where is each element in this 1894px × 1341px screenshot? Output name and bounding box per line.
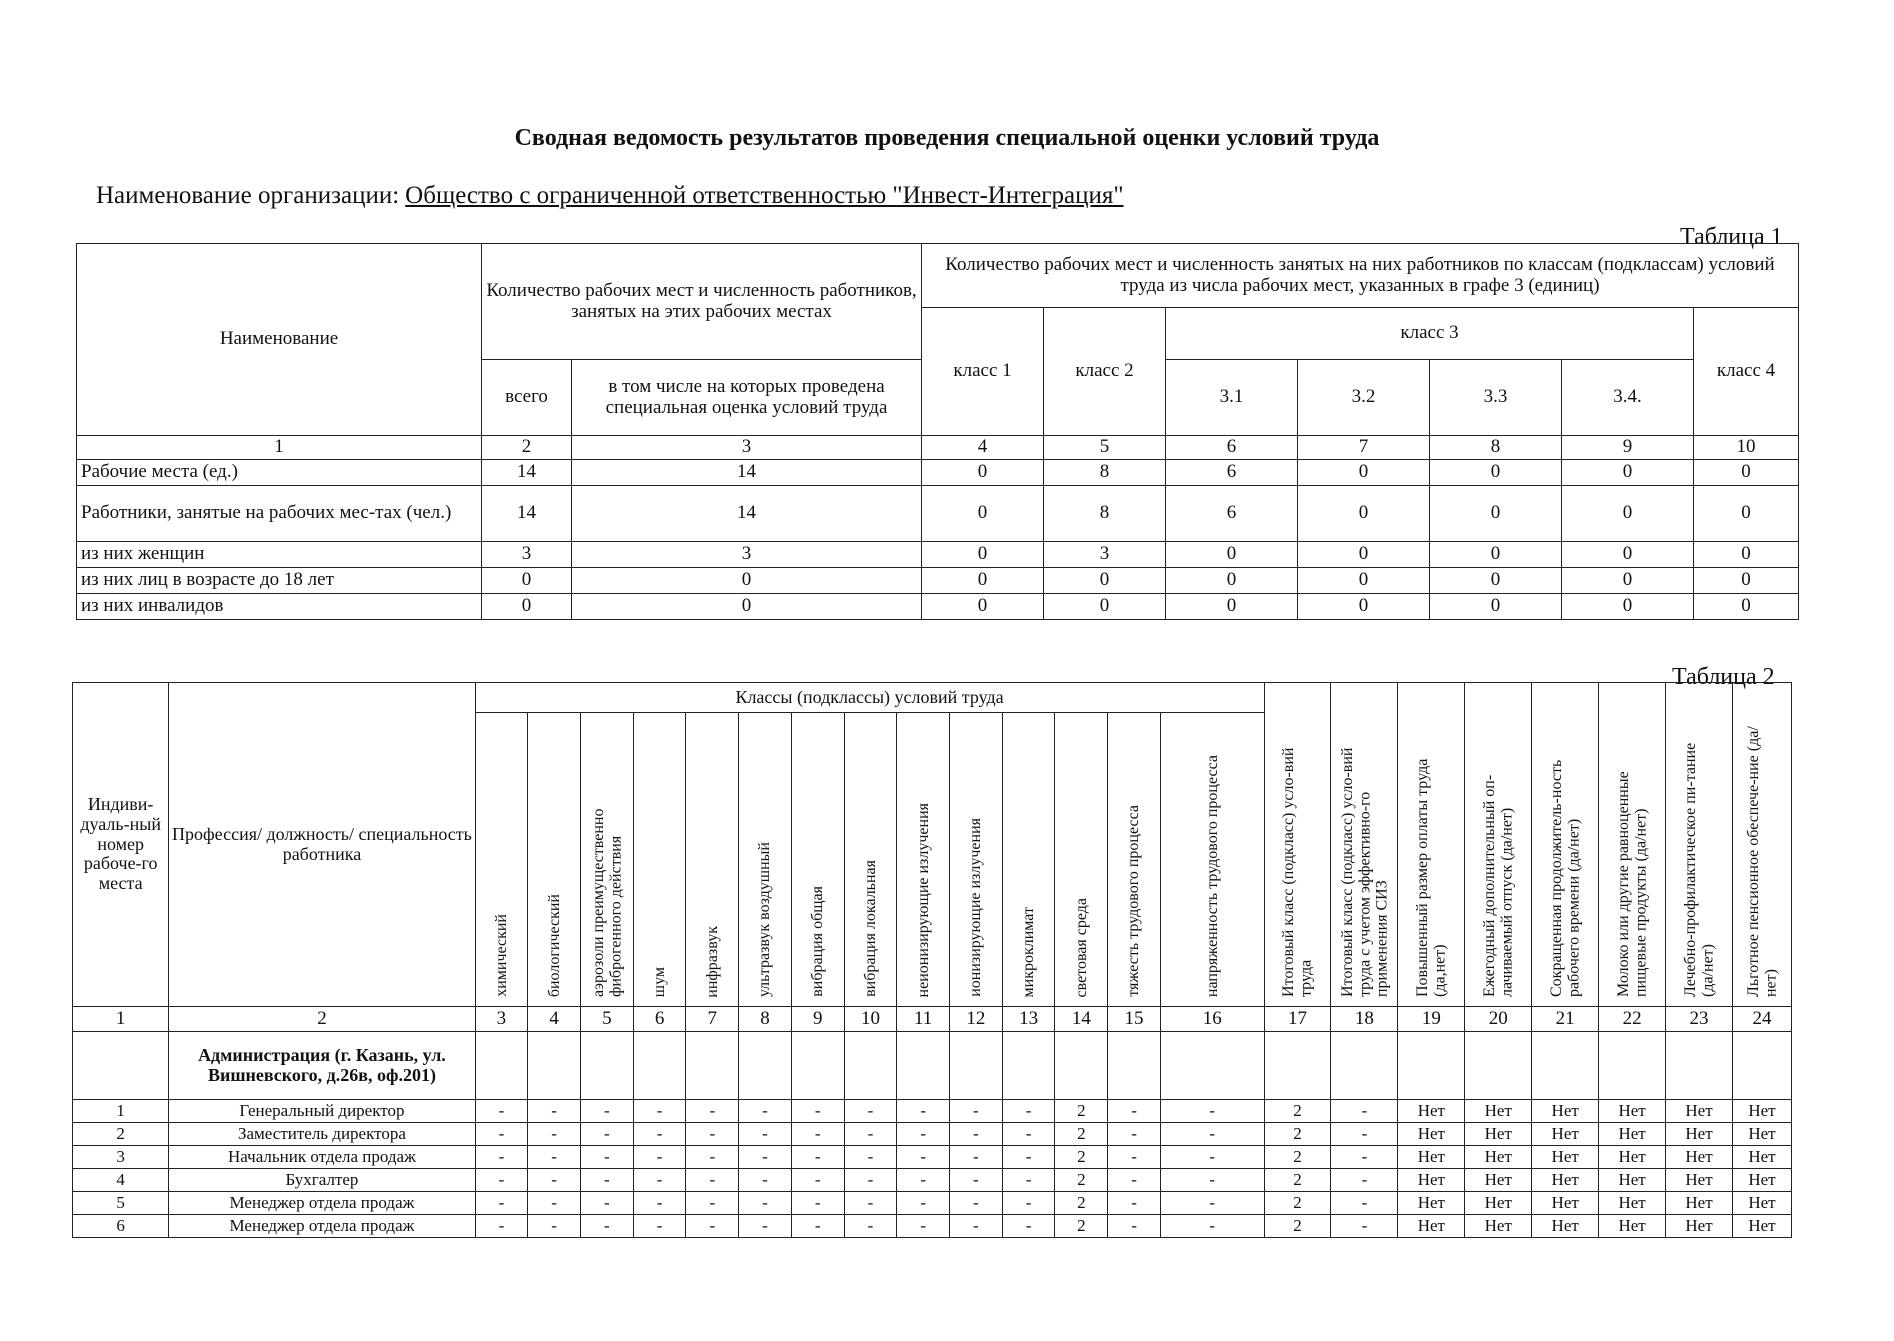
t1-cell: 0: [1562, 460, 1694, 486]
t1-row-women: [77, 542, 1799, 568]
t2-cell: Нет: [1532, 1123, 1599, 1146]
t1-cell: 0: [1562, 542, 1694, 568]
t1-cell: 14: [572, 460, 922, 486]
t2-cell: Нет: [1532, 1100, 1599, 1123]
t2-cell: -: [528, 1192, 581, 1215]
t2-header-profession: Профессия/ должность/ специальность работника: [169, 683, 475, 1007]
t2-cell: 2: [1055, 1100, 1108, 1123]
t2-header-col19: Повышенный размер оплаты труда (да,нет): [1398, 683, 1465, 1007]
t2-cell: Нет: [1398, 1146, 1465, 1169]
t2-header-col9: вибрация общая: [791, 713, 844, 1007]
t2-col-number: 10: [844, 1007, 897, 1032]
t2-header-col8: ультразвук воздушный: [739, 713, 792, 1007]
t2-cell: -: [581, 1146, 634, 1169]
t2-cell: -: [633, 1215, 686, 1238]
t1-cell: 0: [572, 594, 922, 620]
t1-cell: 0: [1430, 486, 1562, 542]
t2-col-number: 9: [791, 1007, 844, 1032]
t1-cell: 3: [1044, 542, 1166, 568]
t2-row-id: 3: [73, 1146, 169, 1169]
t2-cell: 2: [1055, 1169, 1108, 1192]
t2-cell: Нет: [1532, 1146, 1599, 1169]
t1-col-number: 9: [1562, 436, 1694, 460]
t1-cell: 0: [1166, 594, 1298, 620]
t2-cell: Нет: [1732, 1146, 1791, 1169]
t2-header-col3: химический: [475, 713, 528, 1007]
t2-cell: Нет: [1666, 1215, 1733, 1238]
summary-table: [76, 243, 1799, 620]
t1-cell: 14: [482, 460, 572, 486]
t2-cell: -: [1160, 1100, 1264, 1123]
t2-cell: -: [1160, 1215, 1264, 1238]
t2-cell: Нет: [1732, 1192, 1791, 1215]
t2-header-ind-number: Индиви-дуаль-ный номер рабоче-го места: [73, 683, 169, 1007]
t2-section-title: Администрация (г. Казань, ул. Вишневского, д.26в, оф.201): [169, 1032, 475, 1100]
t2-cell: 2: [1055, 1123, 1108, 1146]
t1-col-number: 1: [77, 436, 482, 460]
t2-cell: -: [475, 1146, 528, 1169]
t2-header-classes-group: Классы (подклассы) условий труда: [475, 683, 1264, 713]
t2-col-number: 6: [633, 1007, 686, 1032]
t1-header-class3: класс 3: [1166, 308, 1694, 360]
organization-label: Наименование организации:: [96, 182, 400, 209]
table1-caption: Таблица 1: [1680, 224, 1783, 250]
t2-header-col12: ионизирующие излучения: [950, 713, 1003, 1007]
t2-cell: -: [1108, 1169, 1161, 1192]
t2-row-profession: Генеральный директор: [169, 1100, 475, 1123]
t2-cell: Нет: [1732, 1169, 1791, 1192]
t2-cell: -: [686, 1123, 739, 1146]
t2-row-id: 4: [73, 1169, 169, 1192]
t2-col-number: 16: [1160, 1007, 1264, 1032]
t1-header-sub31: 3.1: [1166, 360, 1298, 436]
t2-cell: -: [844, 1215, 897, 1238]
t2-cell: -: [950, 1123, 1003, 1146]
t2-header-col16: напряженность трудового процесса: [1160, 713, 1264, 1007]
t1-header-assessed: в том числе на которых проведена специальная оценка условий труда: [572, 360, 922, 436]
t2-cell: Нет: [1599, 1169, 1666, 1192]
t1-cell: 0: [1694, 568, 1799, 594]
t1-header-sub33: 3.3: [1430, 360, 1562, 436]
t2-cell: -: [475, 1169, 528, 1192]
t1-cell: 0: [1694, 460, 1799, 486]
t2-header-col13: микроклимат: [1002, 713, 1055, 1007]
table2-caption: Таблица 2: [1672, 664, 1775, 690]
t2-cell: -: [686, 1192, 739, 1215]
t1-header-total: всего: [482, 360, 572, 436]
t2-cell: -: [1331, 1215, 1398, 1238]
t2-cell: -: [844, 1100, 897, 1123]
t2-row-id: 6: [73, 1215, 169, 1238]
t2-cell: -: [791, 1100, 844, 1123]
t1-cell: 6: [1166, 460, 1298, 486]
t2-col-number: 19: [1398, 1007, 1465, 1032]
t2-row: [73, 1123, 1792, 1146]
t2-cell: -: [475, 1123, 528, 1146]
t2-cell: -: [1108, 1215, 1161, 1238]
t2-cell: -: [1331, 1192, 1398, 1215]
t1-cell: 0: [922, 542, 1044, 568]
t1-cell: 0: [1430, 460, 1562, 486]
t2-cell: 2: [1264, 1146, 1331, 1169]
t2-row: [73, 1169, 1792, 1192]
t1-cell: 0: [1430, 594, 1562, 620]
t2-cell: -: [1108, 1100, 1161, 1123]
t1-header-name: Наименование: [77, 244, 482, 436]
t1-cell: 0: [482, 594, 572, 620]
t1-col-number: 3: [572, 436, 922, 460]
t1-cell: 0: [922, 568, 1044, 594]
t2-row-profession: Бухгалтер: [169, 1169, 475, 1192]
t2-cell: Нет: [1398, 1215, 1465, 1238]
t2-header-col14: световая среда: [1055, 713, 1108, 1007]
t2-cell: Нет: [1465, 1146, 1532, 1169]
t2-cell: -: [581, 1123, 634, 1146]
t1-col-number: 4: [922, 436, 1044, 460]
t2-cell: -: [475, 1100, 528, 1123]
t2-cell: -: [581, 1215, 634, 1238]
t2-cell: -: [1002, 1192, 1055, 1215]
t2-cell: -: [528, 1100, 581, 1123]
t2-header-col20: Ежегодный дополнительный оп-лачиваемый отпуск (да/нет): [1465, 683, 1532, 1007]
t2-cell: Нет: [1465, 1169, 1532, 1192]
t1-header-count-group: Количество рабочих мест и численность работников, занятых на этих рабочих местах: [482, 244, 922, 360]
t2-row: [73, 1192, 1792, 1215]
t1-cell: 0: [572, 568, 922, 594]
t1-cell: 0: [922, 460, 1044, 486]
t2-row-profession: Начальник отдела продаж: [169, 1146, 475, 1169]
t2-cell: -: [844, 1146, 897, 1169]
t1-cell: 0: [1694, 486, 1799, 542]
t2-cell: Нет: [1398, 1123, 1465, 1146]
t2-cell: -: [1331, 1123, 1398, 1146]
t2-col-number: 2: [169, 1007, 475, 1032]
t2-row-profession: Менеджер отдела продаж: [169, 1215, 475, 1238]
t2-cell: 2: [1264, 1215, 1331, 1238]
t1-header-sub32: 3.2: [1298, 360, 1430, 436]
t2-cell: -: [950, 1146, 1003, 1169]
t2-cell: Нет: [1599, 1146, 1666, 1169]
t1-cell: 0: [1562, 594, 1694, 620]
t1-cell: 8: [1044, 460, 1166, 486]
t2-cell: Нет: [1732, 1100, 1791, 1123]
t2-cell: -: [897, 1169, 950, 1192]
t2-cell: Нет: [1599, 1192, 1666, 1215]
t1-cell: 0: [1044, 568, 1166, 594]
t2-cell: -: [528, 1169, 581, 1192]
workplaces-table: [72, 682, 1792, 1238]
t2-cell: Нет: [1666, 1146, 1733, 1169]
t2-cell: -: [739, 1192, 792, 1215]
t2-col-number: 8: [739, 1007, 792, 1032]
t1-header-sub34: 3.4.: [1562, 360, 1694, 436]
t2-cell: -: [475, 1215, 528, 1238]
t1-cell: 0: [1166, 542, 1298, 568]
t2-header-col4: биологический: [528, 713, 581, 1007]
t2-cell: -: [686, 1146, 739, 1169]
t2-col-number: 3: [475, 1007, 528, 1032]
t2-cell: Нет: [1599, 1100, 1666, 1123]
organization-name: Общество с ограниченной ответственностью "Инвест-Интеграция": [405, 182, 1124, 209]
t2-cell: -: [1002, 1100, 1055, 1123]
t2-col-number: 12: [950, 1007, 1003, 1032]
t2-cell: -: [739, 1215, 792, 1238]
t2-cell: Нет: [1398, 1192, 1465, 1215]
t1-col-number: 6: [1166, 436, 1298, 460]
t2-cell: -: [1002, 1215, 1055, 1238]
t2-cell: Нет: [1599, 1123, 1666, 1146]
t2-cell: -: [581, 1192, 634, 1215]
t2-row-id: 1: [73, 1100, 169, 1123]
t2-cell: -: [950, 1100, 1003, 1123]
t2-cell: 2: [1055, 1192, 1108, 1215]
t1-cell: 0: [922, 594, 1044, 620]
t2-cell: -: [1002, 1146, 1055, 1169]
t2-col-number: 23: [1666, 1007, 1733, 1032]
t2-col-number: 22: [1599, 1007, 1666, 1032]
t2-cell: -: [633, 1146, 686, 1169]
t2-cell: -: [1160, 1169, 1264, 1192]
t2-col-number: 24: [1732, 1007, 1791, 1032]
t2-cell: -: [950, 1169, 1003, 1192]
t2-cell: -: [633, 1100, 686, 1123]
organization-line: [96, 182, 1124, 210]
t2-header-col23: Лечебно-профилактическое пи-тание (да/нет): [1666, 683, 1733, 1007]
t2-header-col15: тяжесть трудового процесса: [1108, 713, 1161, 1007]
t2-cell: Нет: [1666, 1192, 1733, 1215]
t1-row-label: Рабочие места (ед.): [77, 460, 482, 486]
t2-cell: -: [686, 1215, 739, 1238]
t2-header-col5: аэрозоли преимущественно фиброгенного действия: [581, 713, 634, 1007]
t2-header-col22: Молоко или другие равноценные пищевые продукты (да/нет): [1599, 683, 1666, 1007]
t1-cell: 14: [482, 486, 572, 542]
t2-cell: -: [528, 1146, 581, 1169]
t1-cell: 0: [1430, 542, 1562, 568]
t2-row-profession: Заместитель директора: [169, 1123, 475, 1146]
t1-cell: 0: [1298, 486, 1430, 542]
t2-header-col11: неионизирующие излучения: [897, 713, 950, 1007]
t2-cell: Нет: [1465, 1215, 1532, 1238]
t2-section-row: [73, 1032, 1792, 1100]
t2-cell: -: [897, 1100, 950, 1123]
t1-col-number: 8: [1430, 436, 1562, 460]
t1-cell: 8: [1044, 486, 1166, 542]
t2-cell: -: [528, 1123, 581, 1146]
t2-cell: Нет: [1465, 1192, 1532, 1215]
t1-cell: 0: [1430, 568, 1562, 594]
t1-cell: 0: [1298, 568, 1430, 594]
t2-cell: Нет: [1732, 1123, 1791, 1146]
t2-col-number: 11: [897, 1007, 950, 1032]
t1-row-workers: [77, 486, 1799, 542]
t2-header-col24: Льготное пенсионное обеспече-ние (да/нет): [1732, 683, 1791, 1007]
t2-cell: -: [686, 1169, 739, 1192]
t1-row-label: из них инвалидов: [77, 594, 482, 620]
t1-cell: 3: [482, 542, 572, 568]
t2-cell: Нет: [1532, 1215, 1599, 1238]
t2-cell: -: [1160, 1192, 1264, 1215]
t2-row: [73, 1215, 1792, 1238]
t2-cell: -: [1331, 1169, 1398, 1192]
t1-row-disabled: [77, 594, 1799, 620]
t2-cell: -: [1331, 1100, 1398, 1123]
t2-cell: -: [633, 1123, 686, 1146]
t2-col-number: 18: [1331, 1007, 1398, 1032]
t2-cell: -: [950, 1215, 1003, 1238]
t1-row-minors: [77, 568, 1799, 594]
t2-cell: 2: [1055, 1215, 1108, 1238]
t2-cell: 2: [1264, 1192, 1331, 1215]
t2-cell: -: [844, 1192, 897, 1215]
t2-cell: -: [1108, 1192, 1161, 1215]
t2-col-number: 17: [1264, 1007, 1331, 1032]
t2-cell: -: [897, 1123, 950, 1146]
t1-header-class1: класс 1: [922, 308, 1044, 436]
t2-col-number: 14: [1055, 1007, 1108, 1032]
t1-cell: 6: [1166, 486, 1298, 542]
t2-col-number: 20: [1465, 1007, 1532, 1032]
t2-cell: -: [475, 1192, 528, 1215]
t2-header-col17: Итоговый класс (подкласс) усло-вий труда: [1264, 683, 1331, 1007]
t2-cell: Нет: [1666, 1123, 1733, 1146]
t2-header-col10: вибрация локальная: [844, 713, 897, 1007]
t2-cell: -: [844, 1169, 897, 1192]
t2-row-id: 2: [73, 1123, 169, 1146]
t2-cell: -: [791, 1192, 844, 1215]
t2-cell: -: [739, 1123, 792, 1146]
t1-row-label: Работники, занятые на рабочих мес-тах (чел.): [77, 486, 482, 542]
t2-cell: -: [897, 1215, 950, 1238]
t1-cell: 14: [572, 486, 922, 542]
t2-cell: -: [528, 1215, 581, 1238]
t2-cell: -: [1160, 1123, 1264, 1146]
t1-cell: 3: [572, 542, 922, 568]
t2-cell: 2: [1264, 1123, 1331, 1146]
t2-col-number: 13: [1002, 1007, 1055, 1032]
t2-cell: -: [581, 1100, 634, 1123]
t2-cell: Нет: [1666, 1169, 1733, 1192]
t2-row: [73, 1146, 1792, 1169]
t1-cell: 0: [1694, 542, 1799, 568]
t2-cell: -: [1331, 1146, 1398, 1169]
t2-row-profession: Менеджер отдела продаж: [169, 1192, 475, 1215]
t2-cell: -: [897, 1146, 950, 1169]
t2-col-number: 15: [1108, 1007, 1161, 1032]
t1-cell: 0: [1166, 568, 1298, 594]
t2-cell: Нет: [1532, 1192, 1599, 1215]
t2-cell: -: [581, 1169, 634, 1192]
t2-col-number: 7: [686, 1007, 739, 1032]
t2-col-number: 4: [528, 1007, 581, 1032]
t2-cell: -: [791, 1169, 844, 1192]
t2-row-id: 5: [73, 1192, 169, 1215]
t2-cell: -: [1160, 1146, 1264, 1169]
t2-cell: Нет: [1398, 1100, 1465, 1123]
t2-col-number: 21: [1532, 1007, 1599, 1032]
t2-cell: Нет: [1398, 1169, 1465, 1192]
t1-cell: 0: [1298, 542, 1430, 568]
t1-cell: 0: [922, 486, 1044, 542]
t1-col-number: 7: [1298, 436, 1430, 460]
t1-cell: 0: [1562, 486, 1694, 542]
t1-cell: 0: [482, 568, 572, 594]
t2-cell: -: [1002, 1169, 1055, 1192]
t2-cell: Нет: [1465, 1123, 1532, 1146]
t1-row-label: из них лиц в возрасте до 18 лет: [77, 568, 482, 594]
t2-cell: Нет: [1599, 1215, 1666, 1238]
t1-cell: 0: [1562, 568, 1694, 594]
t2-row: [73, 1100, 1792, 1123]
t2-column-numbers: [73, 1007, 1792, 1032]
t1-header-class-group: Количество рабочих мест и численность занятых на них работников по классам (подклассам) условий труда из числа рабочих мест, указанных в графе 3 (единиц): [922, 244, 1799, 308]
t1-header-class4: класс 4: [1694, 308, 1799, 436]
t2-cell: -: [791, 1123, 844, 1146]
t2-cell: -: [633, 1169, 686, 1192]
t2-cell: -: [1108, 1146, 1161, 1169]
t1-cell: 0: [1044, 594, 1166, 620]
t1-header-class2: класс 2: [1044, 308, 1166, 436]
t2-header-col7: инфразвук: [686, 713, 739, 1007]
t1-cell: 0: [1298, 460, 1430, 486]
t2-cell: -: [739, 1100, 792, 1123]
t2-cell: Нет: [1532, 1169, 1599, 1192]
t2-cell: Нет: [1465, 1100, 1532, 1123]
t2-cell: -: [844, 1123, 897, 1146]
t2-cell: -: [739, 1169, 792, 1192]
t2-cell: 2: [1264, 1169, 1331, 1192]
t1-col-number: 10: [1694, 436, 1799, 460]
t2-cell: -: [686, 1100, 739, 1123]
t2-header-col6: шум: [633, 713, 686, 1007]
t2-cell: Нет: [1666, 1100, 1733, 1123]
t2-cell: 2: [1264, 1100, 1331, 1123]
t1-row-workplaces: [77, 460, 1799, 486]
t2-empty-cell: [73, 1032, 169, 1100]
t1-cell: 0: [1298, 594, 1430, 620]
t1-col-number: 2: [482, 436, 572, 460]
document-title: Сводная ведомость результатов проведения специальной оценки условий труда: [514, 125, 1380, 151]
t1-row-label: из них женщин: [77, 542, 482, 568]
t2-cell: -: [739, 1146, 792, 1169]
t2-header-col18: Итоговый класс (подкласс) усло-вий труда с учетом эффективно-го применения СИЗ: [1331, 683, 1398, 1007]
t2-col-number: 5: [581, 1007, 634, 1032]
t2-cell: -: [791, 1215, 844, 1238]
t2-cell: -: [950, 1192, 1003, 1215]
t2-header-col21: Сокращенная продолжитель-ность рабочего времени (да/нет): [1532, 683, 1599, 1007]
t2-cell: 2: [1055, 1146, 1108, 1169]
t2-cell: -: [1002, 1123, 1055, 1146]
t1-cell: 0: [1694, 594, 1799, 620]
t2-cell: Нет: [1732, 1215, 1791, 1238]
t2-col-number: 1: [73, 1007, 169, 1032]
t2-cell: -: [633, 1192, 686, 1215]
t2-cell: -: [897, 1192, 950, 1215]
t1-col-number: 5: [1044, 436, 1166, 460]
t2-cell: -: [1108, 1123, 1161, 1146]
t2-cell: -: [791, 1146, 844, 1169]
